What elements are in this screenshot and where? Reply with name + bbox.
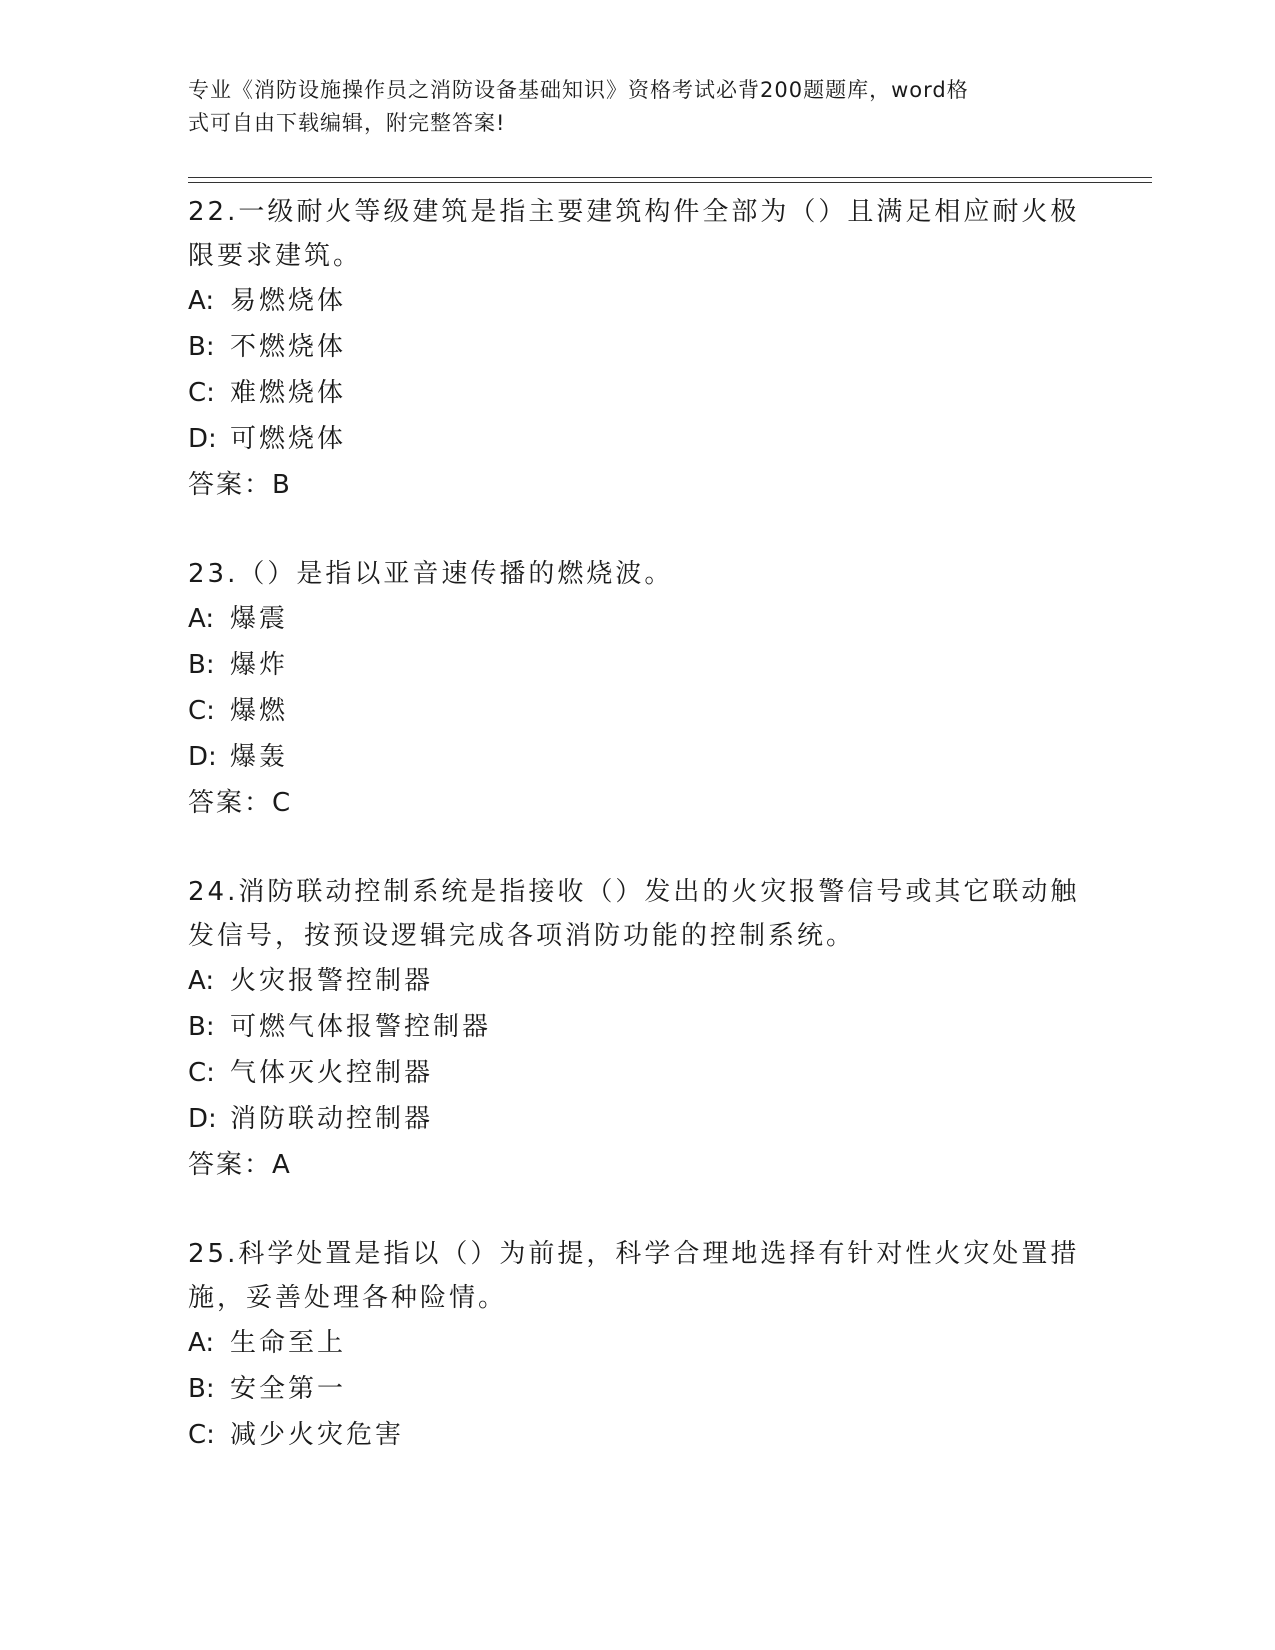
question-stem xyxy=(188,190,1088,278)
option-label: D: xyxy=(188,424,217,454)
document-header xyxy=(188,74,1068,140)
answer-prefix: 答案： xyxy=(188,470,273,500)
answer-prefix: 答案： xyxy=(188,1150,273,1180)
option-text: 不燃烧体 xyxy=(230,332,347,362)
option-text: 消防联动控制器 xyxy=(230,1104,434,1134)
question-22 xyxy=(188,190,1088,508)
stem-line: 施，妥善处理各种险情。 xyxy=(188,1283,508,1313)
option-text: 爆轰 xyxy=(230,742,289,772)
option-label: A: xyxy=(188,286,215,316)
stem-line: 24.消防联动控制系统是指接收（）发出的火灾报警信号或其它联动触 xyxy=(188,877,1080,907)
answer-prefix: 答案： xyxy=(188,788,273,818)
option-text: 气体灭火控制器 xyxy=(230,1058,434,1088)
answer-value: B xyxy=(272,470,290,500)
answer-value: C xyxy=(272,788,291,818)
question-25 xyxy=(188,1232,1088,1458)
option-label: C: xyxy=(188,378,215,408)
answer-line xyxy=(188,462,1088,508)
stem-line: 23.（）是指以亚音速传播的燃烧波。 xyxy=(188,559,674,589)
header-divider-bottom xyxy=(188,182,1152,183)
option-d xyxy=(188,734,1088,780)
option-label: A: xyxy=(188,1328,215,1358)
option-text: 可燃烧体 xyxy=(230,424,347,454)
option-c xyxy=(188,370,1088,416)
option-text: 爆炸 xyxy=(230,650,289,680)
option-label: C: xyxy=(188,1420,215,1450)
option-text: 爆燃 xyxy=(230,696,289,726)
option-text: 火灾报警控制器 xyxy=(230,966,434,996)
option-label: B: xyxy=(188,650,215,680)
option-a xyxy=(188,596,1088,642)
option-label: B: xyxy=(188,1012,215,1042)
option-text: 爆震 xyxy=(230,604,289,634)
option-label: B: xyxy=(188,1374,215,1404)
option-c xyxy=(188,1050,1088,1096)
option-label: B: xyxy=(188,332,215,362)
stem-line: 发信号，按预设逻辑完成各项消防功能的控制系统。 xyxy=(188,921,856,951)
option-text: 难燃烧体 xyxy=(230,378,347,408)
option-label: A: xyxy=(188,966,215,996)
option-label: C: xyxy=(188,696,215,726)
option-text: 生命至上 xyxy=(230,1328,347,1358)
option-d xyxy=(188,416,1088,462)
option-b xyxy=(188,1366,1088,1412)
option-c xyxy=(188,688,1088,734)
option-c xyxy=(188,1412,1088,1458)
question-stem xyxy=(188,552,1088,596)
option-b xyxy=(188,324,1088,370)
option-d xyxy=(188,1096,1088,1142)
answer-line xyxy=(188,780,1088,826)
header-line-2: 式可自由下载编辑，附完整答案! xyxy=(188,111,506,135)
header-line-1: 专业《消防设施操作员之消防设备基础知识》资格考试必背200题题库，word格 xyxy=(188,78,969,102)
stem-line: 22.一级耐火等级建筑是指主要建筑构件全部为（）且满足相应耐火极 xyxy=(188,197,1080,227)
option-label: C: xyxy=(188,1058,215,1088)
option-b xyxy=(188,642,1088,688)
option-b xyxy=(188,1004,1088,1050)
option-text: 安全第一 xyxy=(230,1374,347,1404)
option-a xyxy=(188,1320,1088,1366)
answer-line xyxy=(188,1142,1088,1188)
question-stem xyxy=(188,870,1088,958)
stem-line: 25.科学处置是指以（）为前提，科学合理地选择有针对性火灾处置措 xyxy=(188,1239,1080,1269)
option-text: 可燃气体报警控制器 xyxy=(230,1012,492,1042)
option-label: D: xyxy=(188,742,217,772)
stem-line: 限要求建筑。 xyxy=(188,241,363,271)
question-stem xyxy=(188,1232,1088,1320)
question-23 xyxy=(188,552,1088,826)
header-divider-top xyxy=(188,177,1152,178)
option-label: D: xyxy=(188,1104,217,1134)
option-text: 易燃烧体 xyxy=(230,286,347,316)
option-a xyxy=(188,958,1088,1004)
option-text: 减少火灾危害 xyxy=(230,1420,405,1450)
answer-value: A xyxy=(272,1150,290,1180)
question-24 xyxy=(188,870,1088,1188)
option-label: A: xyxy=(188,604,215,634)
option-a xyxy=(188,278,1088,324)
